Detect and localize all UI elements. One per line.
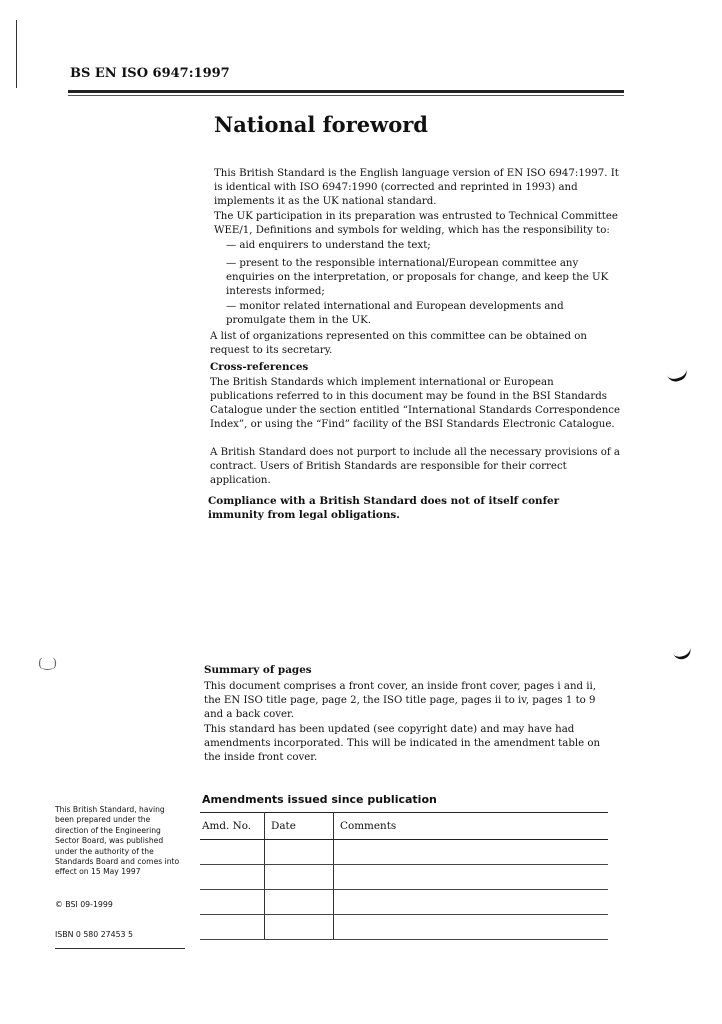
isbn-line: ISBN 0 580 27453 5 [55,930,133,939]
summary-paragraph-1: This document comprises a front cover, an inside front cover, pages i and ii, the EN ISO title page, page 2, the ISO title page, pages ii to iv, pages 1 to 9 and a back cover. [204,681,597,720]
page-title: National foreword [214,112,428,137]
amendments-header-row [200,813,608,840]
publication-note: This British Standard, having been prepared under the direction of the Engineering Sector Board, was published under the authority of the Standards Board and comes into effect on 15 May 1997 [55,805,180,877]
column-header-date: Date [265,813,334,840]
column-header-comments: Comments [334,813,609,840]
binding-mark [16,20,17,88]
compliance-statement: Compliance with a British Standard does not of itself confer immunity from legal obligations. [208,495,560,521]
header-rule-thin [68,95,624,96]
responsibility-item-3: — monitor related international and European developments and promulgate them in the UK. [226,301,564,326]
header-rule [68,90,624,93]
table-row [200,915,608,940]
foreword-paragraph-2: The UK participation in its preparation was entrusted to Technical Committee WEE/1, Definitions and symbols for welding, which has the responsibility to: [214,211,618,236]
column-header-amd-no: Amd. No. [200,813,265,840]
table-row [200,865,608,890]
foreword-paragraph-1: This British Standard is the English language version of EN ISO 6947:1997. It is identical with ISO 6947:1990 (corrected and reprinted in 1993) and implements it as the UK national standard. [214,168,619,207]
amendments-table [200,812,608,940]
cross-references-heading: Cross-references [210,361,309,373]
copyright-line: © BSI 09-1999 [55,900,113,909]
responsibility-item-1: — aid enquirers to understand the text; [226,240,431,251]
foreword-paragraph-3: A list of organizations represented on this committee can be obtained on request to its secretary. [210,331,587,356]
summary-heading: Summary of pages [204,664,312,676]
table-row [200,840,608,865]
responsibility-item-2: — present to the responsible international/European committee any enquiries on the interpretation, or proposals for change, and keep the UK interests informed; [226,258,609,297]
scan-mark [673,647,693,662]
scan-mark: (‿) [38,656,58,670]
cross-references-paragraph-1: The British Standards which implement international or European publications referred to in this document may be found in the BSI Standards Catalogue under the section entitled “International Standards Correspondence Index”, or using the “Find” facility of the BSI Standards Electronic Catalogue. [210,377,620,430]
footer-rule [55,948,185,949]
table-row [200,890,608,915]
scan-mark [667,369,689,384]
cross-references-paragraph-2: A British Standard does not purport to include all the necessary provisions of a contract. Users of British Standards are responsible for their correct application. [210,447,620,486]
amendments-heading: Amendments issued since publication [202,793,437,806]
document-id: BS EN ISO 6947:1997 [70,66,230,81]
summary-paragraph-2: This standard has been updated (see copyright date) and may have had amendments incorporated. This will be indicated in the amendment table on the inside front cover. [204,724,601,763]
